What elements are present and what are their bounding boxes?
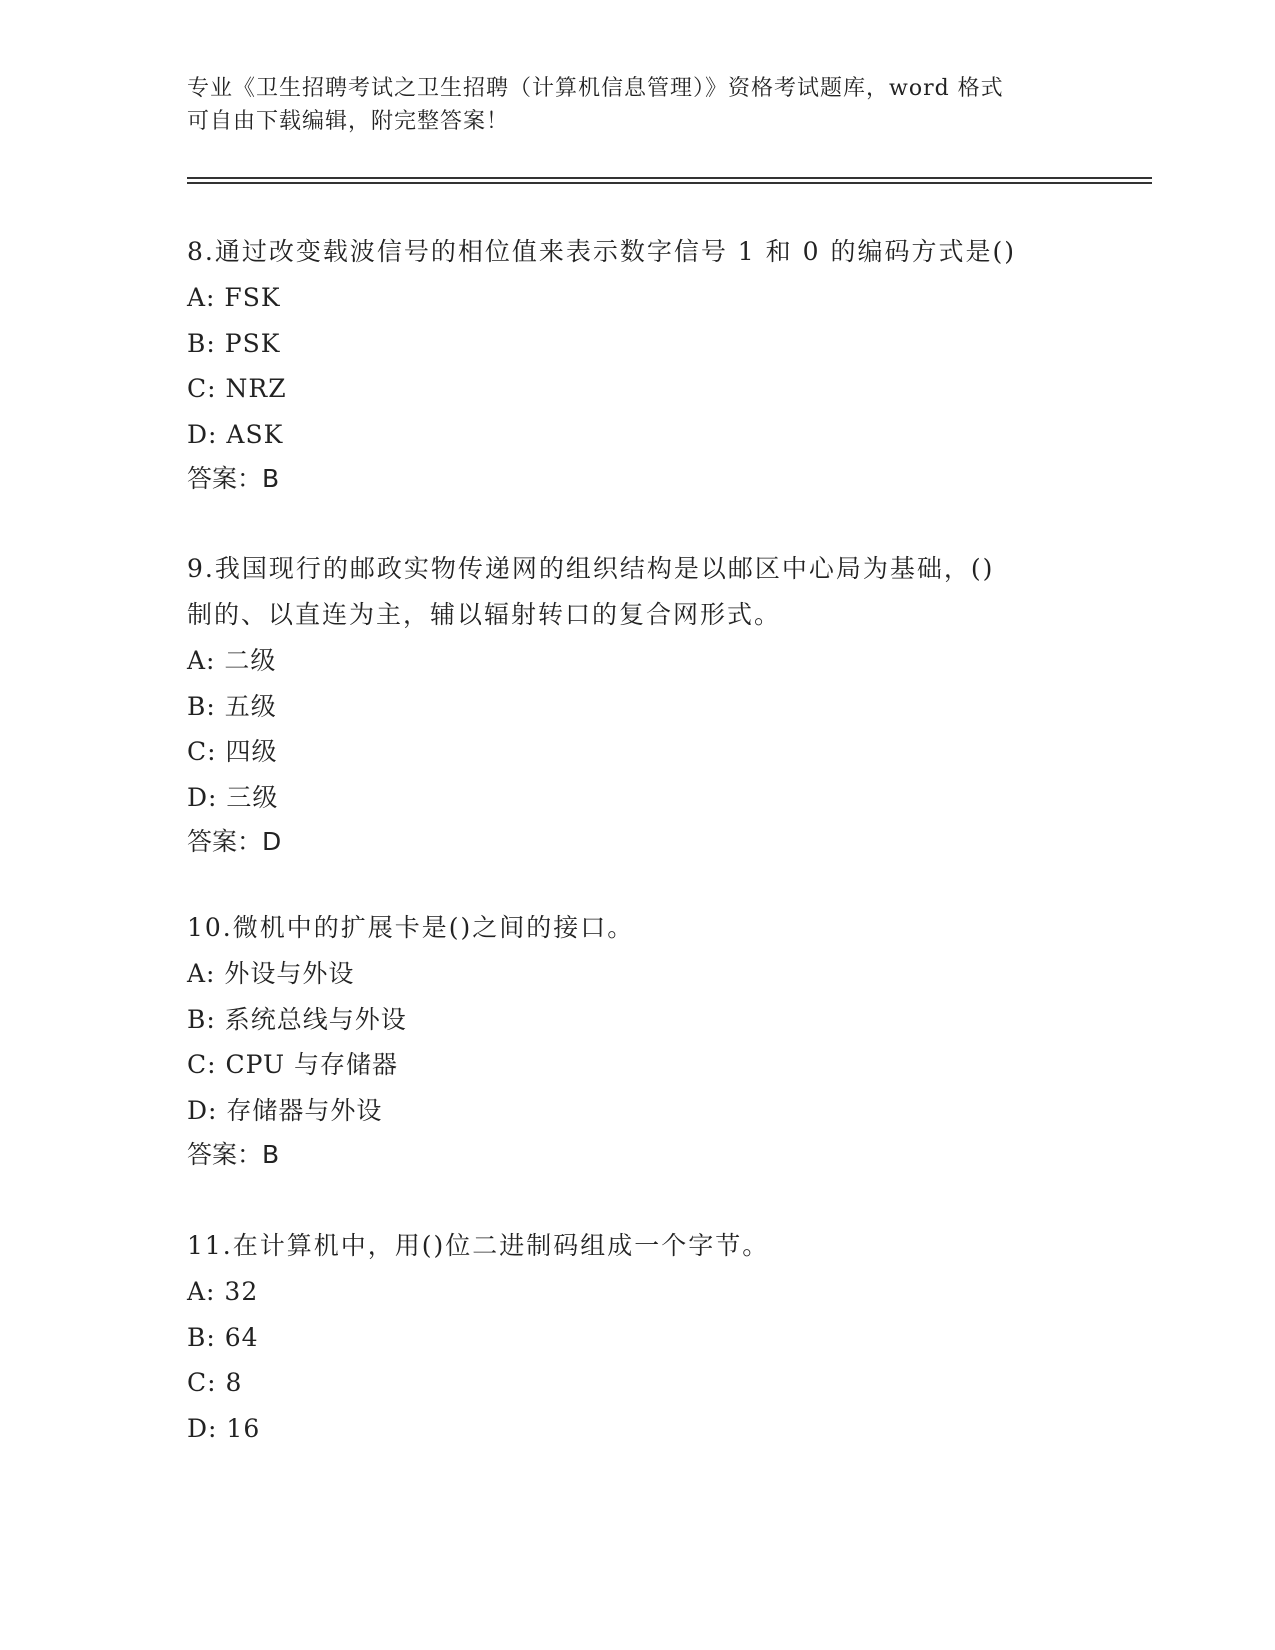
option-b: B: PSK xyxy=(187,328,281,358)
question-8 xyxy=(187,229,1067,501)
header-divider-bottom xyxy=(187,182,1152,184)
option-b: B: 五级 xyxy=(187,691,277,721)
question-9 xyxy=(187,546,1067,864)
option-c: C: CPU 与存储器 xyxy=(187,1050,399,1079)
question-stem: 11.在计算机中，用()位二进制码组成一个字节。 xyxy=(187,1231,770,1260)
option-a: A: FSK xyxy=(187,283,281,312)
option-d: D: 三级 xyxy=(187,782,279,812)
option-c: C: 四级 xyxy=(187,737,278,766)
option-d: D: 存储器与外设 xyxy=(187,1095,383,1125)
option-c: C: NRZ xyxy=(187,374,287,403)
answer-label: 答案：B xyxy=(187,464,280,493)
question-stem-line-1: 9.我国现行的邮政实物传递网的组织结构是以邮区中心局为基础，() xyxy=(187,554,995,583)
question-stem: 8.通过改变载波信号的相位值来表示数字信号 1 和 0 的编码方式是() xyxy=(187,237,1016,266)
option-a: A: 二级 xyxy=(187,646,277,675)
option-b: B: 64 xyxy=(187,1322,259,1352)
question-11 xyxy=(187,1223,1067,1451)
option-a: A: 32 xyxy=(187,1277,259,1306)
option-d: D: 16 xyxy=(187,1413,261,1443)
answer-label: 答案：B xyxy=(187,1140,280,1169)
question-10 xyxy=(187,905,1067,1177)
header-divider-top xyxy=(187,177,1152,179)
option-a: A: 外设与外设 xyxy=(187,959,355,988)
option-d: D: ASK xyxy=(187,419,284,449)
header-line-1: 专业《卫生招聘考试之卫生招聘（计算机信息管理）》资格考试题库，word 格式 xyxy=(187,76,1004,101)
header-line-2: 可自由下载编辑，附完整答案！ xyxy=(187,109,510,134)
question-stem: 10.微机中的扩展卡是()之间的接口。 xyxy=(187,913,635,942)
option-b: B: 系统总线与外设 xyxy=(187,1004,407,1034)
option-c: C: 8 xyxy=(187,1368,243,1397)
document-header xyxy=(187,72,1087,138)
answer-label: 答案：D xyxy=(187,827,282,856)
question-stem-line-2: 制的、以直连为主，辅以辐射转口的复合网形式。 xyxy=(187,600,782,629)
